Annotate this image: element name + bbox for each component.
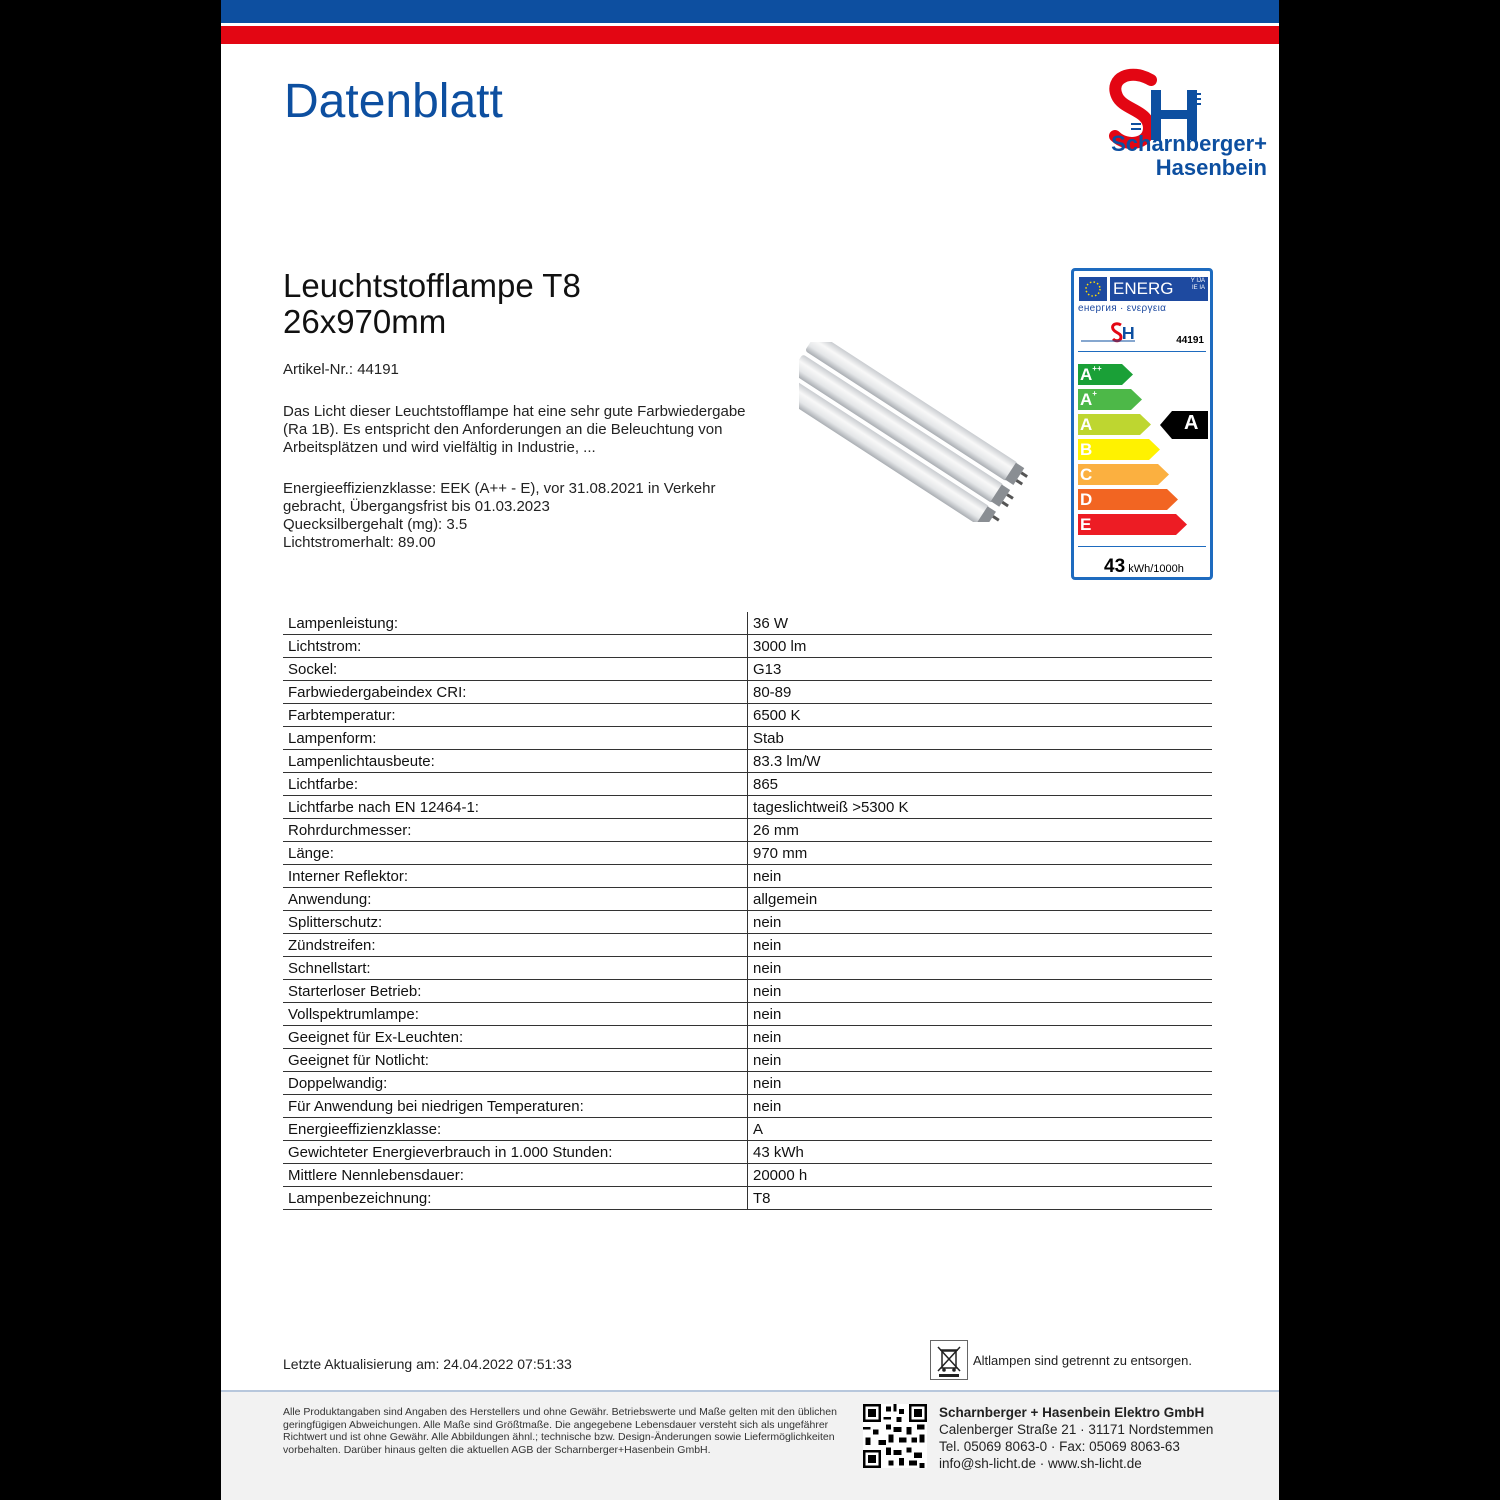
spec-label: Mittlere Nennlebensdauer: [283, 1164, 748, 1187]
label-article-number: 44191 [1176, 335, 1204, 346]
footer [221, 1390, 1279, 1500]
table-row [283, 1187, 1212, 1210]
header-band-blue [221, 0, 1279, 23]
spec-value: 83.3 lm/W [748, 750, 1213, 773]
product-description: Das Licht dieser Leuchtstofflampe hat eine sehr gute Farbwiedergabe (Ra 1B). Es entspricht den Anforderungen an die Beleuchtung von Arbeitsplätzen und wird vielfältig in Industrie, ... [283, 403, 746, 456]
spec-value: 865 [748, 773, 1213, 796]
spec-value: 36 W [748, 612, 1213, 635]
spec-label: Lampenbezeichnung: [283, 1187, 748, 1210]
table-row [283, 957, 1212, 980]
kwh-unit: kWh/1000h [1128, 563, 1184, 575]
table-row [283, 1003, 1212, 1026]
spec-label: Für Anwendung bei niedrigen Temperaturen: [283, 1095, 748, 1118]
company-web: info@sh-licht.de · www.sh-licht.de [939, 1456, 1142, 1471]
spec-value: nein [748, 865, 1213, 888]
spec-value: tageslichtweiß >5300 K [748, 796, 1213, 819]
energ-text: ENERG [1113, 279, 1174, 298]
spec-value: Stab [748, 727, 1213, 750]
spec-label: Geeignet für Notlicht: [283, 1049, 748, 1072]
table-row [283, 1095, 1212, 1118]
label-divider [1078, 351, 1206, 352]
efficiency-class-1 [1078, 389, 1097, 410]
table-row [283, 842, 1212, 865]
spec-label: Vollspektrumlampe: [283, 1003, 748, 1026]
table-row [283, 911, 1212, 934]
page-title: Datenblatt [284, 75, 503, 128]
spec-value: nein [748, 1003, 1213, 1026]
company-name: Scharnberger + Hasenbein Elektro GmbH [939, 1405, 1205, 1420]
article-number [283, 361, 399, 378]
spec-value: 26 mm [748, 819, 1213, 842]
spec-value: nein [748, 1049, 1213, 1072]
spec-value: nein [748, 911, 1213, 934]
spec-label: Lampenlichtausbeute: [283, 750, 748, 773]
spec-value: 6500 K [748, 704, 1213, 727]
table-row [283, 980, 1212, 1003]
energ-suffix [1191, 278, 1205, 292]
class-letter: B [1080, 440, 1093, 459]
spec-value: nein [748, 1095, 1213, 1118]
spec-label: Schnellstart: [283, 957, 748, 980]
spec-value: A [748, 1118, 1213, 1141]
brand-line-1: Scharnberger+ [1111, 131, 1267, 156]
table-row [283, 1141, 1212, 1164]
company-phone: Tel. 05069 8063-0 · Fax: 05069 8063-63 [939, 1439, 1180, 1454]
company-address: Calenberger Straße 21 · 31171 Nordstemmen [939, 1422, 1214, 1437]
energy-info-line: Lichtstromerhalt: 89.00 [283, 534, 436, 551]
class-letter: C [1080, 465, 1093, 484]
spec-label: Lichtfarbe nach EN 12464-1: [283, 796, 748, 819]
class-letter: E [1080, 515, 1092, 534]
energ-suffix-bottom: IE IA [1191, 285, 1205, 291]
table-row [283, 865, 1212, 888]
mini-sh-logo [1079, 321, 1139, 347]
table-row [283, 1118, 1212, 1141]
class-superscript: + [1092, 389, 1097, 398]
spec-value: 80-89 [748, 681, 1213, 704]
spec-value: 20000 h [748, 1164, 1213, 1187]
spec-value: nein [748, 1072, 1213, 1095]
disposal-note: Altlampen sind getrennt zu entsorgen. [973, 1353, 1192, 1368]
efficiency-bar-shape [1078, 489, 1179, 510]
spec-value: G13 [748, 658, 1213, 681]
spec-value: 43 kWh [748, 1141, 1213, 1164]
spec-label: Geeignet für Ex-Leuchten: [283, 1026, 748, 1049]
table-row [283, 773, 1212, 796]
energy-label [1071, 268, 1213, 580]
class-letter: A [1080, 390, 1093, 409]
efficiency-class-0 [1078, 364, 1102, 385]
eu-flag-icon [1079, 277, 1107, 301]
table-row [283, 796, 1212, 819]
spec-label: Lichtfarbe: [283, 773, 748, 796]
spec-value: T8 [748, 1187, 1213, 1210]
table-row [283, 635, 1212, 658]
spec-value: nein [748, 934, 1213, 957]
article-value: 44191 [357, 361, 399, 378]
spec-label: Farbtemperatur: [283, 704, 748, 727]
spec-label: Farbwiedergabeindex CRI: [283, 681, 748, 704]
spec-label: Splitterschutz: [283, 911, 748, 934]
spec-label: Energieeffizienzklasse: [283, 1118, 748, 1141]
table-row [283, 934, 1212, 957]
spec-value: nein [748, 980, 1213, 1003]
class-letter: A [1080, 365, 1093, 384]
weee-bin-icon [930, 1340, 968, 1380]
spec-label: Lichtstrom: [283, 635, 748, 658]
class-letter: D [1080, 490, 1093, 509]
label-divider [1078, 546, 1206, 547]
spec-value: allgemein [748, 888, 1213, 911]
article-label: Artikel-Nr.: [283, 361, 354, 378]
company-info [939, 1404, 1213, 1472]
spec-label: Lampenform: [283, 727, 748, 750]
energ-suffix-top: Y IJA [1190, 278, 1205, 284]
spec-label: Rohrdurchmesser: [283, 819, 748, 842]
spec-label: Interner Reflektor: [283, 865, 748, 888]
spec-label: Doppelwandig: [283, 1072, 748, 1095]
table-row [283, 1164, 1212, 1187]
spec-value: 3000 lm [748, 635, 1213, 658]
spec-value: nein [748, 1026, 1213, 1049]
table-row [283, 658, 1212, 681]
efficiency-class-4 [1078, 464, 1092, 485]
table-row [283, 1026, 1212, 1049]
table-row [283, 1072, 1212, 1095]
spec-label: Länge: [283, 842, 748, 865]
efficiency-bar-shape [1078, 514, 1188, 535]
energy-info-line: Quecksilbergehalt (mg): 3.5 [283, 516, 468, 533]
energ-subtitle: енергия · ενεργεια [1078, 303, 1167, 314]
product-title [283, 268, 581, 340]
table-row [283, 819, 1212, 842]
table-row [283, 888, 1212, 911]
last-updated: Letzte Aktualisierung am: 24.04.2022 07:51:33 [283, 1356, 572, 1372]
product-image [799, 342, 1039, 522]
spec-label: Anwendung: [283, 888, 748, 911]
datasheet-page [221, 0, 1279, 1500]
table-row [283, 612, 1212, 635]
energy-info [283, 480, 773, 552]
selected-class-letter: A [1184, 412, 1199, 434]
spec-value: nein [748, 957, 1213, 980]
spec-label: Zündstreifen: [283, 934, 748, 957]
energ-banner [1110, 277, 1208, 301]
efficiency-class-6 [1078, 514, 1091, 535]
table-row [283, 750, 1212, 773]
brand-name [1111, 132, 1267, 180]
qr-code [863, 1404, 927, 1468]
spec-label: Lampenleistung: [283, 612, 748, 635]
spec-label: Starterloser Betrieb: [283, 980, 748, 1003]
table-row [283, 704, 1212, 727]
efficiency-class-3 [1078, 439, 1092, 460]
efficiency-class-5 [1078, 489, 1092, 510]
spec-label: Gewichteter Energieverbrauch in 1.000 Stunden: [283, 1141, 748, 1164]
product-title-line-1: Leuchtstofflampe T8 [283, 267, 581, 304]
brand-line-2: Hasenbein [1155, 155, 1267, 180]
legal-disclaimer: Alle Produktangaben sind Angaben des Herstellers und ohne Gewähr. Betriebswerte und Maße gelten mit den üblichen geringfügigen Abweichungen. Alle Maße sind Größtmaße. Die angegebene Lebensdauer versteht sich als ungefährer Richtwert und ist ohne Gewähr. Alle Abbildungen ähnl.; technische bzw. Design-Änderungen sowie Liefermöglichkeiten vorbehalten. Darüber hinaus gelten die aktuellen AGB der Scharnberger+Hasenbein GmbH. [283, 1406, 837, 1456]
efficiency-class-2 [1078, 414, 1092, 435]
kwh-value: 43 [1104, 556, 1126, 577]
energy-consumption [1104, 556, 1184, 578]
table-row [283, 681, 1212, 704]
table-row [283, 1049, 1212, 1072]
energy-info-line: Energieeffizienzklasse: EEK (A++ - E), vor 31.08.2021 in Verkehr gebracht, Übergangsfrist bis 01.03.2023 [283, 480, 716, 515]
class-letter: A [1080, 415, 1093, 434]
header-band-red [221, 26, 1279, 44]
class-superscript: ++ [1092, 364, 1102, 373]
spec-label: Sockel: [283, 658, 748, 681]
specs-table [283, 612, 1212, 1210]
spec-value: 970 mm [748, 842, 1213, 865]
product-title-line-2: 26x970mm [283, 303, 447, 340]
table-row [283, 727, 1212, 750]
